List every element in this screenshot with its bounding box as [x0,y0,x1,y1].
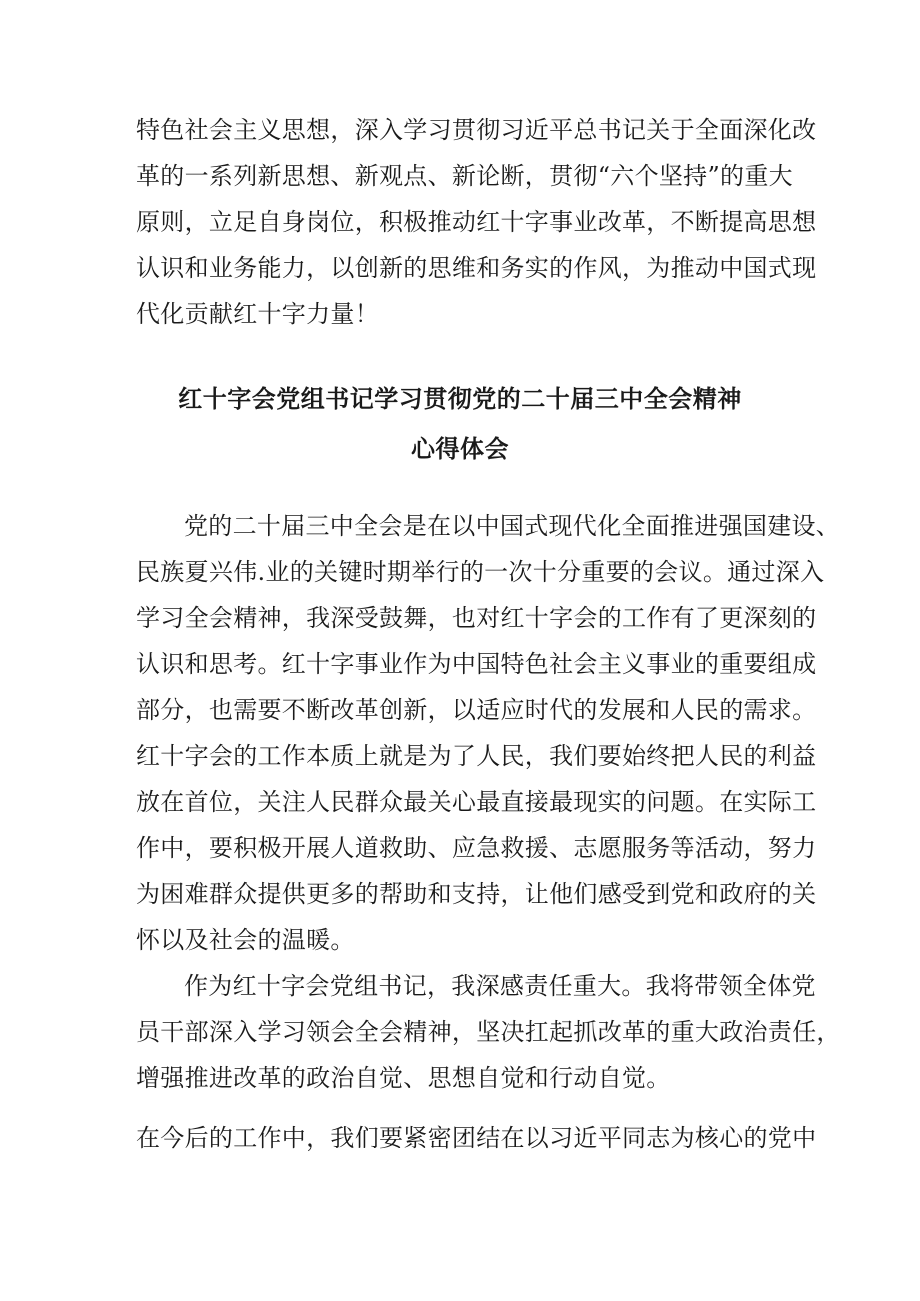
closing-paragraph [136,1115,817,1161]
text-line: 为困难群众提供更多的帮助和支持，让他们感受到党和政府的关 [136,880,817,908]
text-line: 作中，要积极开展人道救助、应急救援、志愿服务等活动，努力 [136,834,817,862]
text-line: 部分，也需要不断改革创新，以适应时代的发展和人民的需求。 [136,696,817,724]
text-line: 学习全会精神，我深受鼓舞，也对红十字会的工作有了更深刻的 [136,604,817,632]
article-body [136,503,841,1101]
text-line: 代化贡献红十字力量！ [136,300,379,328]
text-line: 民族夏兴伟.业的关键时期举行的一次十分重要的会议。通过深入 [136,558,825,586]
text-line: 原则，立足自身岗位，积极推动红十字事业改革，不断提高思想 [136,208,817,236]
text-line: 特色社会主义思想，深入学习贯彻习近平总书记关于全面深化改 [136,116,817,144]
text-line: 在今后的工作中，我们要紧密团结在以习近平同志为核心的党中 [136,1124,817,1152]
text-line: 党的二十届三中全会是在以中国式现代化全面推进强国建设、 [184,512,841,540]
text-line: 认识和业务能力，以创新的思维和务实的作风，为推动中国式现 [136,254,817,282]
title-line: 心得体会 [411,434,509,463]
text-line: 认识和思考。红十字事业作为中国特色社会主义事业的重要组成 [136,650,817,678]
text-line: 员干部深入学习领会全会精神，坚决扛起抓改革的重大政治责任， [136,1018,841,1046]
text-line: 作为红十字会党组书记，我深感责任重大。我将带领全体党 [184,972,816,1000]
text-line: 革的一系列新思想、新观点、新论断，贯彻“六个坚持”的重大 [136,162,793,190]
text-line: 怀以及社会的温暖。 [136,926,355,954]
text-line: 增强推进改革的政治自觉、思想自觉和行动自觉。 [136,1064,671,1092]
text-line: 红十字会的工作本质上就是为了人民，我们要始终把人民的利益 [136,742,817,770]
text-line: 放在首位，关注人民群众最关心最直接最现实的问题。在实际工 [136,788,817,816]
title-line: 红十字会党组书记学习贯彻党的二十届三中全会精神 [178,384,742,413]
intro-paragraph [136,107,817,337]
article-title [136,374,784,474]
